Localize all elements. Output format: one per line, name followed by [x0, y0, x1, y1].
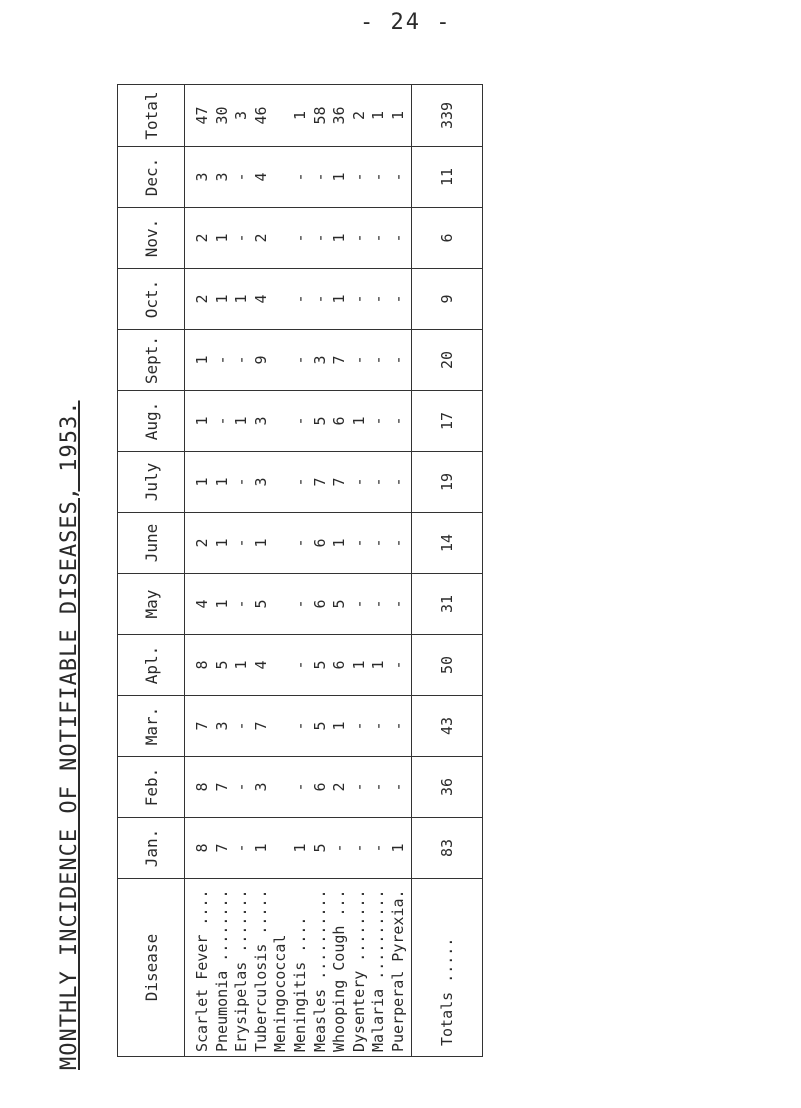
cell-value: -	[369, 172, 388, 182]
cell-value: 5	[330, 599, 349, 609]
cell-value: -	[349, 843, 368, 853]
cell-value: -	[388, 660, 407, 670]
cell-value: 1	[212, 599, 231, 609]
cell-value: 7	[330, 355, 349, 365]
month-values-cell	[185, 208, 412, 269]
cell-value	[271, 212, 291, 264]
totals-label: Totals .....	[412, 879, 483, 1057]
document-title: MONTHLY INCIDENCE OF NOTIFIABLE DISEASES, 1953.	[57, 400, 82, 1070]
cell-value: -	[232, 538, 251, 548]
month-values-cell	[185, 269, 412, 330]
month-header: Sept.	[118, 330, 185, 391]
month-total: 9	[412, 269, 483, 330]
month-total: 19	[412, 452, 483, 513]
cell-value: 7	[310, 477, 329, 487]
cell-value: -	[232, 721, 251, 731]
cell-value: -	[388, 294, 407, 304]
month-values-cell	[185, 818, 412, 879]
disease-name: Erysipelas .......	[232, 889, 251, 1052]
cell-value: 8	[193, 660, 211, 670]
disease-name: Meningococcal	[271, 934, 290, 1052]
cell-value: 7	[212, 782, 231, 792]
month-total: 36	[412, 757, 483, 818]
cell-value: 6	[310, 599, 329, 609]
cell-value: -	[290, 660, 309, 670]
cell-value: 1	[212, 477, 231, 487]
disease-names-cell	[185, 879, 412, 1057]
cell-value: 5	[310, 416, 329, 426]
cell-value: -	[232, 233, 251, 243]
disease-name: Pneumonia ........	[212, 889, 231, 1052]
cell-value	[271, 395, 291, 447]
month-header: Mar.	[118, 696, 185, 757]
cell-value: -	[349, 294, 368, 304]
cell-value: 4	[193, 599, 211, 609]
cell-value: -	[349, 477, 368, 487]
cell-value: 2	[193, 233, 211, 243]
cell-value: 1	[330, 721, 349, 731]
cell-value: 2	[330, 782, 349, 792]
disease-body-row	[185, 85, 412, 1057]
cell-value: 1	[330, 538, 349, 548]
cell-value: -	[369, 233, 388, 243]
cell-value: -	[232, 355, 251, 365]
cell-value: 4	[251, 294, 270, 304]
header-row	[118, 85, 185, 1057]
cell-value: 3	[251, 477, 270, 487]
month-values-cell	[185, 574, 412, 635]
cell-value	[271, 456, 291, 508]
total-value: 2	[349, 110, 368, 121]
disease-name: Scarlet Fever ....	[193, 889, 211, 1052]
cell-value: 1	[330, 294, 349, 304]
cell-value: 3	[310, 355, 329, 365]
month-values-cell	[185, 757, 412, 818]
cell-value: -	[349, 172, 368, 182]
cell-value: -	[290, 477, 309, 487]
cell-value	[271, 761, 291, 813]
total-value: 36	[330, 106, 349, 125]
disease-name: Whooping Cough ...	[330, 889, 349, 1052]
cell-value: 6	[310, 782, 329, 792]
cell-value: 1	[193, 416, 211, 426]
month-header: Feb.	[118, 757, 185, 818]
month-total: 43	[412, 696, 483, 757]
month-header: Apl.	[118, 635, 185, 696]
total-value: 58	[310, 106, 329, 125]
cell-value: 6	[330, 660, 349, 670]
cell-value: -	[349, 782, 368, 792]
cell-value: 5	[310, 843, 329, 853]
total-value: 30	[212, 106, 231, 125]
month-total: 31	[412, 574, 483, 635]
cell-value	[271, 700, 291, 752]
total-value: 46	[251, 106, 270, 125]
cell-value: -	[330, 843, 349, 853]
month-header: May	[118, 574, 185, 635]
cell-value: 8	[193, 843, 211, 853]
cell-value	[271, 578, 291, 630]
month-total: 17	[412, 391, 483, 452]
month-total: 6	[412, 208, 483, 269]
cell-value: 2	[251, 233, 270, 243]
cell-value: 1	[349, 416, 368, 426]
disease-name: Measles ..........	[310, 889, 329, 1052]
page-number: - 24 -	[360, 10, 452, 35]
cell-value: -	[388, 538, 407, 548]
incidence-table	[117, 84, 483, 1057]
cell-value: -	[290, 355, 309, 365]
cell-value: -	[349, 538, 368, 548]
cell-value: 7	[251, 721, 270, 731]
cell-value: 1	[251, 538, 270, 548]
cell-value: -	[388, 233, 407, 243]
cell-value: 1	[388, 843, 407, 853]
cell-value: -	[369, 416, 388, 426]
cell-value: 1	[330, 233, 349, 243]
cell-value: 1	[349, 660, 368, 670]
cell-value: 1	[330, 172, 349, 182]
total-value: 1	[388, 110, 407, 121]
cell-value: -	[290, 294, 309, 304]
cell-value: 1	[193, 355, 211, 365]
cell-value: 5	[310, 721, 329, 731]
month-values-cell	[185, 513, 412, 574]
cell-value: 3	[193, 172, 211, 182]
cell-value	[271, 334, 291, 386]
cell-value: 8	[193, 782, 211, 792]
cell-value: -	[232, 172, 251, 182]
total-value: 47	[193, 106, 211, 125]
cell-value: 2	[193, 294, 211, 304]
cell-value: -	[349, 599, 368, 609]
month-values-cell	[185, 330, 412, 391]
cell-value: 2	[193, 538, 211, 548]
total-value	[271, 89, 291, 142]
disease-header: Disease	[118, 879, 185, 1057]
cell-value: -	[310, 294, 329, 304]
cell-value: -	[212, 416, 231, 426]
cell-value: 4	[251, 172, 270, 182]
cell-value	[271, 517, 291, 569]
grand-total: 339	[412, 85, 483, 147]
cell-value: 1	[212, 294, 231, 304]
cell-value: -	[388, 416, 407, 426]
incidence-table-container	[117, 85, 483, 1057]
cell-value: -	[349, 355, 368, 365]
month-total: 83	[412, 818, 483, 879]
disease-name: Puerperal Pyrexia.	[388, 889, 407, 1052]
cell-value: 1	[212, 233, 231, 243]
cell-value	[271, 273, 291, 325]
cell-value: -	[290, 416, 309, 426]
cell-value: 6	[310, 538, 329, 548]
cell-value: -	[290, 172, 309, 182]
cell-value: -	[388, 172, 407, 182]
total-value: 1	[369, 110, 388, 121]
cell-value: 5	[310, 660, 329, 670]
cell-value: 1	[232, 660, 251, 670]
cell-value: 7	[193, 721, 211, 731]
month-values-cell	[185, 391, 412, 452]
title-container	[40, 70, 80, 1070]
cell-value: -	[232, 599, 251, 609]
cell-value: -	[290, 782, 309, 792]
cell-value: -	[369, 477, 388, 487]
cell-value: 6	[330, 416, 349, 426]
cell-value: -	[388, 355, 407, 365]
cell-value: -	[388, 599, 407, 609]
cell-value: 1	[193, 477, 211, 487]
month-values-cell	[185, 452, 412, 513]
cell-value: -	[212, 355, 231, 365]
cell-value: -	[290, 721, 309, 731]
disease-name: Tuberculosis .....	[251, 889, 270, 1052]
month-header: Jan.	[118, 818, 185, 879]
total-value: 3	[232, 110, 251, 121]
cell-value: -	[369, 538, 388, 548]
cell-value: 1	[251, 843, 270, 853]
month-header: Oct.	[118, 269, 185, 330]
month-header: July	[118, 452, 185, 513]
cell-value	[271, 822, 291, 874]
cell-value: -	[232, 782, 251, 792]
cell-value: -	[369, 294, 388, 304]
cell-value: -	[349, 233, 368, 243]
cell-value: 3	[251, 782, 270, 792]
cell-value: 1	[369, 660, 388, 670]
cell-value: 3	[251, 416, 270, 426]
totals-row	[412, 85, 483, 1057]
cell-value: 1	[212, 538, 231, 548]
cell-value: 1	[290, 843, 309, 853]
month-values-cell	[185, 635, 412, 696]
month-total: 20	[412, 330, 483, 391]
total-header: Total	[118, 85, 185, 147]
cell-value: -	[232, 843, 251, 853]
cell-value: 7	[212, 843, 231, 853]
month-header: Dec.	[118, 147, 185, 208]
cell-value: 1	[232, 416, 251, 426]
cell-value: -	[232, 477, 251, 487]
cell-value: -	[388, 782, 407, 792]
cell-value: -	[369, 355, 388, 365]
cell-value: 7	[330, 477, 349, 487]
cell-value: 4	[251, 660, 270, 670]
cell-value: -	[369, 843, 388, 853]
cell-value	[271, 151, 291, 203]
month-values-cell	[185, 696, 412, 757]
cell-value: -	[290, 233, 309, 243]
month-header: Aug.	[118, 391, 185, 452]
cell-value: 5	[212, 660, 231, 670]
month-total: 50	[412, 635, 483, 696]
disease-name: Malaria ..........	[369, 889, 388, 1052]
cell-value: 9	[251, 355, 270, 365]
month-header: June	[118, 513, 185, 574]
cell-value: -	[369, 782, 388, 792]
cell-value: 3	[212, 172, 231, 182]
cell-value: -	[290, 538, 309, 548]
total-value: 1	[290, 110, 309, 121]
month-total: 11	[412, 147, 483, 208]
cell-value: -	[290, 599, 309, 609]
cell-value: -	[388, 721, 407, 731]
cell-value: -	[349, 721, 368, 731]
cell-value: -	[369, 721, 388, 731]
cell-value: -	[369, 599, 388, 609]
cell-value: -	[388, 477, 407, 487]
cell-value: -	[310, 172, 329, 182]
month-header: Nov.	[118, 208, 185, 269]
cell-value: -	[310, 233, 329, 243]
cell-value: 1	[232, 294, 251, 304]
disease-name: Dysentery ........	[349, 889, 368, 1052]
disease-name: Meningitis ....	[290, 916, 309, 1052]
month-values-cell	[185, 147, 412, 208]
month-total: 14	[412, 513, 483, 574]
total-values-cell	[185, 85, 412, 147]
cell-value: 3	[212, 721, 231, 731]
cell-value	[271, 639, 291, 691]
cell-value: 5	[251, 599, 270, 609]
